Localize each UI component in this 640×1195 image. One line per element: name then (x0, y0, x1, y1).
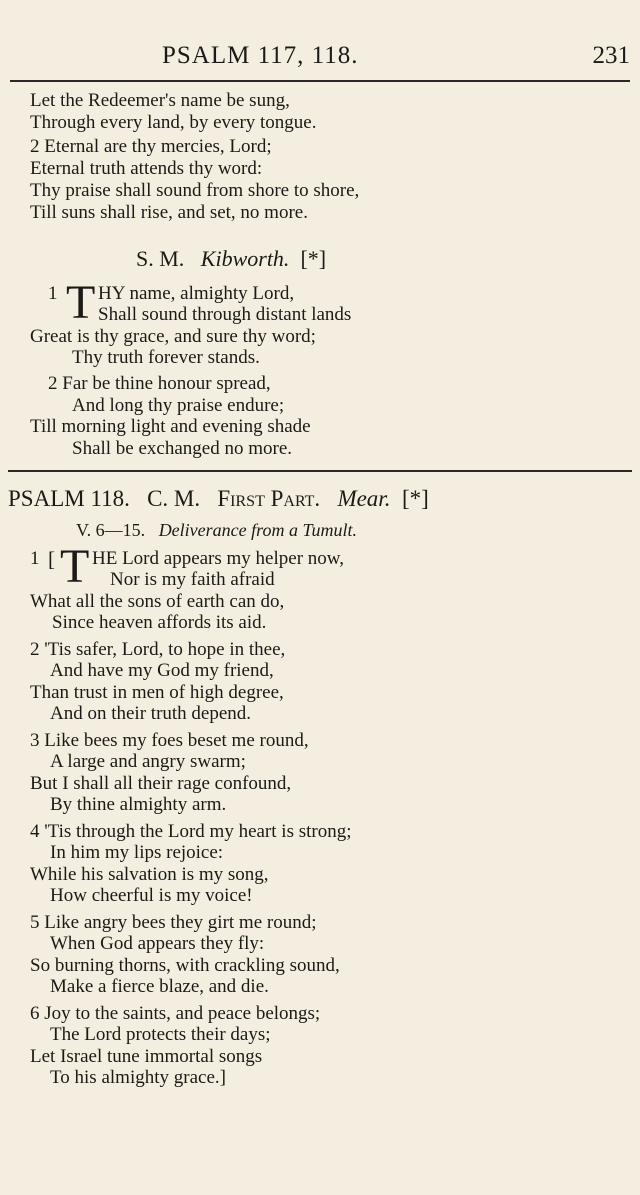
hymn-line: What all the sons of earth can do, (30, 591, 285, 612)
hymn-line: 2 'Tis safer, Lord, to hope in thee, (30, 639, 286, 660)
hymn-line: And on their truth depend. (50, 703, 252, 724)
section-subtitle (76, 520, 357, 541)
hymn-line: HY name, almighty Lord, (98, 283, 295, 304)
hymn-line: Shall be exchanged no more. (72, 438, 293, 459)
page-header (10, 42, 630, 82)
hymn-line: Let Israel tune immortal songs (30, 1046, 263, 1067)
hymn-line: Through every land, by every tongue. (30, 112, 317, 133)
hymn-line: 2 Eternal are thy mercies, Lord; (30, 136, 272, 157)
bracket: [ (48, 547, 55, 571)
hymn-line: Nor is my faith afraid (110, 569, 275, 590)
hymn-line: A large and angry swarm; (50, 751, 246, 772)
hymn-line: Thy truth forever stands. (72, 347, 260, 368)
asterisk-mark: [*] (300, 246, 327, 271)
hymn-line: HE Lord appears my helper now, (92, 548, 345, 569)
hymn-line: While his salvation is my song, (30, 864, 269, 885)
hymn-line: So burning thorns, with crackling sound, (30, 955, 340, 976)
hymn-line: 3 Like bees my foes beset me round, (30, 730, 309, 751)
meter-label: C. M. (147, 486, 201, 511)
hymn-line: To his almighty grace.] (50, 1067, 226, 1088)
section-heading-kibworth (136, 246, 326, 272)
verse-number: 1 (30, 548, 40, 569)
tune-name: Mear. (337, 486, 391, 511)
asterisk-mark: [*] (401, 486, 429, 511)
hymn-line: Make a fierce blaze, and die. (50, 976, 269, 997)
meter-label: S. M. (136, 246, 185, 271)
part-label: First Part. (217, 486, 321, 511)
hymn-line: And have my God my friend, (50, 660, 274, 681)
hymn-line: The Lord protects their days; (50, 1024, 271, 1045)
hymn-line: Since heaven affords its aid. (52, 612, 267, 633)
section-heading-psalm-118 (8, 486, 429, 512)
hymn-line: 6 Joy to the saints, and peace belongs; (30, 1003, 321, 1024)
hymn-line: 5 Like angry bees they girt me round; (30, 912, 317, 933)
hymn-line: In him my lips rejoice: (50, 842, 224, 863)
hymn-line: Eternal truth attends thy word: (30, 158, 263, 179)
hymn-line: Thy praise shall sound from shore to shore, (30, 180, 360, 201)
running-title: PSALM 117, 118. (162, 42, 359, 69)
hymn-line: Till morning light and evening shade (30, 416, 311, 437)
page-number: 231 (592, 42, 630, 69)
drop-cap: T (66, 276, 96, 329)
hymn-line: How cheerful is my voice! (50, 885, 253, 906)
hymn-line: Than trust in men of high degree, (30, 682, 284, 703)
hymn-line: By thine almighty arm. (50, 794, 227, 815)
hymn-line: Let the Redeemer's name be sung, (30, 90, 290, 111)
hymn-line: 2 Far be thine honour spread, (48, 373, 271, 394)
psalm-number: PSALM 118. (8, 486, 130, 511)
subtitle-text: Deliverance from a Tumult. (158, 520, 357, 540)
hymn-line: But I shall all their rage confound, (30, 773, 292, 794)
hymn-line: Great is thy grace, and sure thy word; (30, 326, 316, 347)
hymn-line: Shall sound through distant lands (98, 304, 352, 325)
hymn-line: Till suns shall rise, and set, no more. (30, 202, 308, 223)
hymn-line: And long thy praise endure; (72, 395, 285, 416)
section-divider (8, 470, 632, 472)
hymn-line: When God appears they fly: (50, 933, 265, 954)
drop-cap: T (60, 540, 90, 593)
hymn-line: 4 'Tis through the Lord my heart is strong; (30, 821, 352, 842)
tune-name: Kibworth. (200, 246, 290, 271)
verse-number: 1 (48, 283, 58, 304)
verse-reference: V. 6—15. (76, 520, 146, 540)
